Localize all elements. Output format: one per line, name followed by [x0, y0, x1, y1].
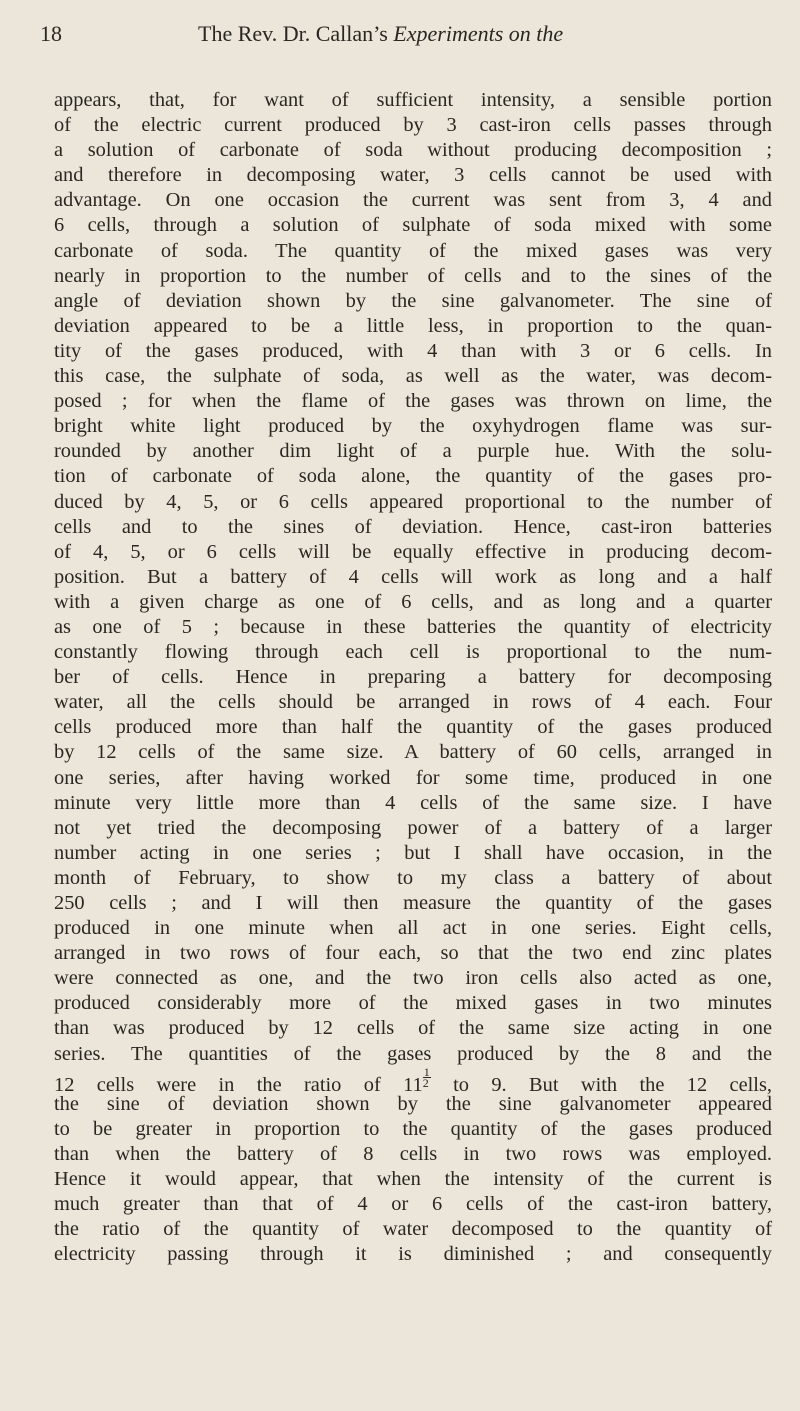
text-line: tity of the gases produced, with 4 than with 3 or 6 cells. In: [54, 339, 772, 362]
text-line: month of February, to show to my class a battery of about: [54, 866, 772, 889]
text-line: rounded by another dim light of a purple hue. With the solu-: [54, 440, 772, 463]
running-title-roman: The Rev. Dr. Callan’s: [198, 21, 394, 46]
text-line: deviation appeared to be a little less, in proportion to the quan-: [54, 314, 772, 337]
text-line: and therefore in decomposing water, 3 cells cannot be used with: [54, 164, 772, 187]
text-line: tion of carbonate of soda alone, the quantity of the gases pro-: [54, 465, 772, 488]
text-line: to be greater in proportion to the quantity of the gases produced: [54, 1117, 772, 1140]
fraction: [422, 1064, 431, 1090]
text-line: number acting in one series ; but I shall have occasion, in the: [54, 841, 772, 864]
text-line: of the electric current produced by 3 cast-iron cells passes through: [54, 114, 772, 137]
text-line: a solution of carbonate of soda without producing decomposition ;: [54, 139, 772, 162]
text-line: arranged in two rows of four each, so that the two end zinc plates: [54, 942, 772, 965]
text-line: by 12 cells of the same size. A battery of 60 cells, arranged in: [54, 741, 772, 764]
fraction-denominator: 2: [422, 1075, 429, 1090]
text-line: series. The quantities of the gases produced by the 8 and the: [54, 1042, 772, 1065]
text-line: minute very little more than 4 cells of the same size. I have: [54, 791, 772, 814]
text-line: much greater than that of 4 or 6 cells of the cast-iron battery,: [54, 1193, 772, 1216]
text-line: electricity passing through it is diminished ; and consequently: [54, 1243, 772, 1266]
text-line: were connected as one, and the two iron cells also acted as one,: [54, 967, 772, 990]
running-title: [198, 14, 563, 54]
text-line: cells produced more than half the quantity of the gases produced: [54, 716, 772, 739]
text-line: cells and to the sines of deviation. Hence, cast-iron batteries: [54, 515, 772, 538]
text-line: 250 cells ; and I will then measure the quantity of the gases: [54, 892, 772, 914]
text-line: with a given charge as one of 6 cells, and as long and a quarter: [54, 590, 772, 613]
text-line: not yet tried the decomposing power of a battery of a larger: [54, 816, 772, 839]
fraction-line-before: 12 cells were in the ratio of 11: [54, 1073, 423, 1096]
text-line: nearly in proportion to the number of cells and to the sines of the: [54, 264, 772, 287]
text-line: than was produced by 12 cells of the same size acting in one: [54, 1017, 772, 1040]
text-line: produced considerably more of the mixed gases in two minutes: [54, 992, 772, 1015]
text-line: constantly flowing through each cell is proportional to the num-: [54, 641, 772, 664]
text-line: one series, after having worked for some time, produced in one: [54, 766, 772, 789]
text-line: advantage. On one occasion the current was sent from 3, 4 and: [54, 189, 772, 212]
text-line-with-fraction: [54, 1064, 772, 1096]
text-line: water, all the cells should be arranged in rows of 4 each. Four: [54, 691, 772, 714]
fraction-line-after: to 9. But with the 12 cells,: [430, 1073, 772, 1096]
text-line: bright white light produced by the oxyhydrogen flame was sur-: [54, 415, 772, 438]
text-line: duced by 4, 5, or 6 cells appeared proportional to the number of: [54, 490, 772, 513]
text-line: ber of cells. Hence in preparing a battery for decomposing: [54, 666, 772, 689]
body-text: [40, 88, 772, 1267]
text-line: Hence it would appear, that when the intensity of the current is: [54, 1168, 772, 1191]
text-line: the ratio of the quantity of water decomposed to the quantity of: [54, 1218, 772, 1241]
text-line: posed ; for when the flame of the gases was thrown on lime, the: [54, 390, 772, 413]
text-line: appears, that, for want of sufficient intensity, a sensible portion: [54, 89, 772, 111]
text-line: carbonate of soda. The quantity of the mixed gases was very: [54, 239, 772, 262]
text-line: of 4, 5, or 6 cells will be equally effective in producing decom-: [54, 540, 772, 563]
running-title-italic: Experiments on the: [393, 21, 564, 46]
text-line: as one of 5 ; because in these batteries the quantity of electricity: [54, 615, 772, 638]
page-number: 18: [40, 21, 62, 46]
text-line: angle of deviation shown by the sine galvanometer. The sine of: [54, 289, 772, 312]
text-line: position. But a battery of 4 cells will work as long and a half: [54, 565, 772, 588]
text-line: produced in one minute when all act in one series. Eight cells,: [54, 917, 772, 940]
running-head: [40, 14, 772, 64]
fraction-numerator: 1: [423, 1064, 430, 1079]
text-line: than when the battery of 8 cells in two rows was employed.: [54, 1142, 772, 1165]
text-line: 6 cells, through a solution of sulphate of soda mixed with some: [54, 214, 772, 237]
text-line: the sine of deviation shown by the sine galvanometer appeared: [54, 1092, 772, 1115]
text-line: this case, the sulphate of soda, as well as the water, was decom-: [54, 365, 772, 388]
